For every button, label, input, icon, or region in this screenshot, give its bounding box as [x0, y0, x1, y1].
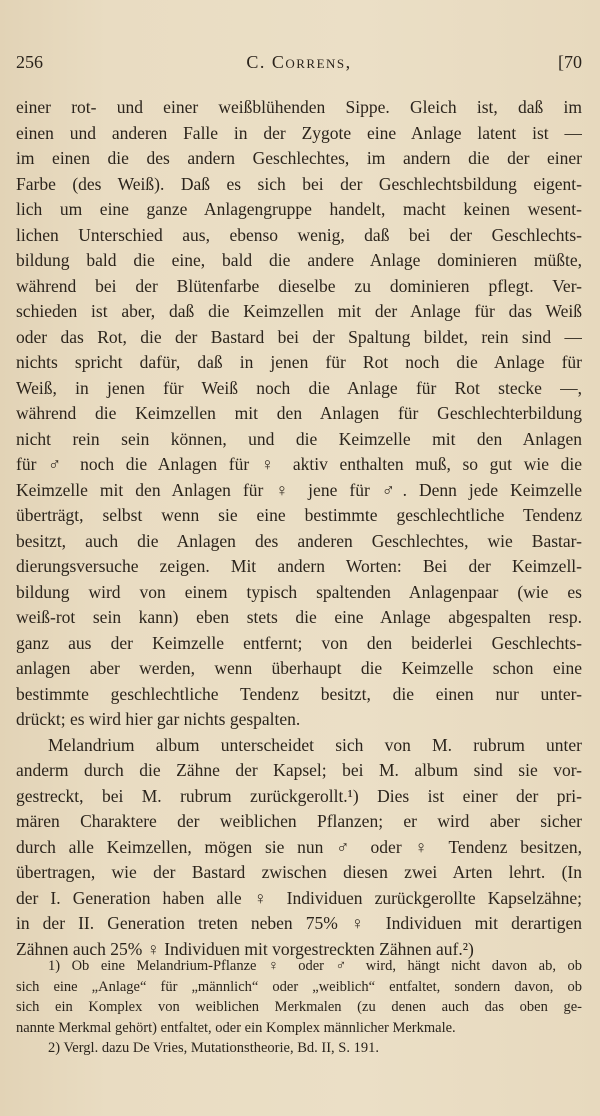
text-line: lichen Unterschied aus, ebenso wenig, daß bei der Geschlechts- — [16, 224, 582, 245]
text-line: bildung wird von einem typisch spaltenden Anlagenpaar (wie es — [16, 581, 582, 602]
text-line: überträgt, selbst wenn sie eine bestimmte geschlechtliche Tendenz — [16, 505, 582, 525]
text-line: nicht rein sein können, und die Keimzelle mit den Anlagen — [16, 428, 582, 449]
text-line: in der II. Generation treten neben 75% ♀ Individuen mit derartigen — [16, 913, 582, 933]
text-line: Farbe (des Weiß). Daß es sich bei der Geschlechtsbildung eigent- — [16, 173, 582, 194]
text-line: Weiß, in jenen für Weiß noch die Anlage für Rot stecke —, — [16, 377, 582, 398]
text-line: anlagen aber werden, wenn überhaupt die Keimzelle schon eine — [16, 658, 582, 678]
text-line: ganz aus der Keimzelle entfernt; von den beiderlei Geschlechts- — [16, 632, 582, 653]
text-line: besitzt, auch die Anlagen des anderen Geschlechtes, wie Bastar- — [16, 530, 582, 551]
text-line: übertragen, wie der Bastard zwischen diesen zwei Arten lehrt. (In — [16, 862, 582, 882]
text-line: während die Keimzellen mit den Anlagen für Geschlechterbildung — [16, 403, 582, 423]
text-line: weiß-rot sein kann) eben stets die eine Anlage abgespalten resp. — [16, 607, 582, 627]
text-line: bildung bald die eine, bald die andere Anlage dominieren müßte, — [16, 250, 582, 270]
text-line: Melandrium album unterscheidet sich von M. rubrum unter — [48, 734, 582, 755]
text-line: schieden ist aber, daß die Keimzellen mit der Anlage für das Weiß — [16, 301, 582, 321]
footnote-line: 2) Vergl. dazu De Vries, Mutationstheorie, Bd. II, S. 191. — [48, 1040, 379, 1056]
footnotes — [16, 956, 582, 1059]
footnote-line: nannte Merkmal gehört) entfaltet, oder ein Komplex männlicher Merkmale. — [16, 1019, 456, 1036]
text-line: dierungsversuche zeigen. Mit andern Worten: Bei der Keimzell- — [16, 556, 582, 576]
section-reference: [70 — [558, 52, 582, 72]
text-line: gestreckt, bei M. rubrum zurückgerollt.¹) Dies ist einer der pri- — [16, 785, 582, 806]
text-line: einen und anderen Falle in der Zygote eine Anlage latent ist — — [16, 122, 582, 143]
footnote-line: 1) Ob eine Melandrium-Pflanze ♀ oder ♂ wird, hängt nicht davon ab, ob — [48, 958, 582, 974]
text-line: der I. Generation haben alle ♀ Individuen zurückgerollte Kapselzähne; — [16, 887, 582, 908]
text-line: einer rot- und einer weißblühenden Sippe. Gleich ist, daß im — [16, 97, 582, 117]
text-line: Keimzelle mit den Anlagen für ♀ jene für ♂. Denn jede Keimzelle — [16, 479, 582, 500]
text-line: lich um eine ganze Anlagengruppe handelt, macht keinen wesent- — [16, 199, 582, 219]
text-line: anderm durch die Zähne der Kapsel; bei M. album sind sie vor- — [16, 760, 582, 780]
page-header — [16, 52, 582, 76]
text-line: im einen die des andern Geschlechtes, im andern die der einer — [16, 148, 582, 168]
footnote-line: sich ein Komplex von weiblichen Merkmalen (zu denen auch das oben ge- — [16, 999, 582, 1015]
text-line: durch alle Keimzellen, mögen sie nun ♂ oder ♀ Tendenz besitzen, — [16, 836, 582, 857]
running-title: C. Correns, — [246, 52, 352, 72]
text-line: oder das Rot, die der Bastard bei der Spaltung bildet, rein sind — — [16, 326, 582, 347]
text-line: Zähnen auch 25% ♀ Individuen mit vorgestreckten Zähnen auf.²) — [16, 938, 474, 959]
main-text — [16, 95, 582, 962]
page-number: 256 — [16, 52, 43, 72]
text-line: bestimmte geschlechtliche Tendenz besitzt, die einen nur unter- — [16, 683, 582, 704]
text-line: drückt; es wird hier gar nichts gespalten. — [16, 709, 301, 729]
text-line: nichts spricht dafür, daß in jenen für Rot noch die Anlage für — [16, 352, 582, 372]
text-line: während bei der Blütenfarbe dieselbe zu dominieren pflegt. Ver- — [16, 275, 582, 296]
text-line: für ♂ noch die Anlagen für ♀ aktiv enthalten muß, so gut wie die — [16, 454, 582, 474]
footnote-line: sich eine „Anlage“ für „männlich“ oder „weiblich“ entfaltet, sondern davon, ob — [16, 978, 582, 995]
text-line: mären Charaktere der weiblichen Pflanzen; er wird aber sicher — [16, 811, 582, 831]
